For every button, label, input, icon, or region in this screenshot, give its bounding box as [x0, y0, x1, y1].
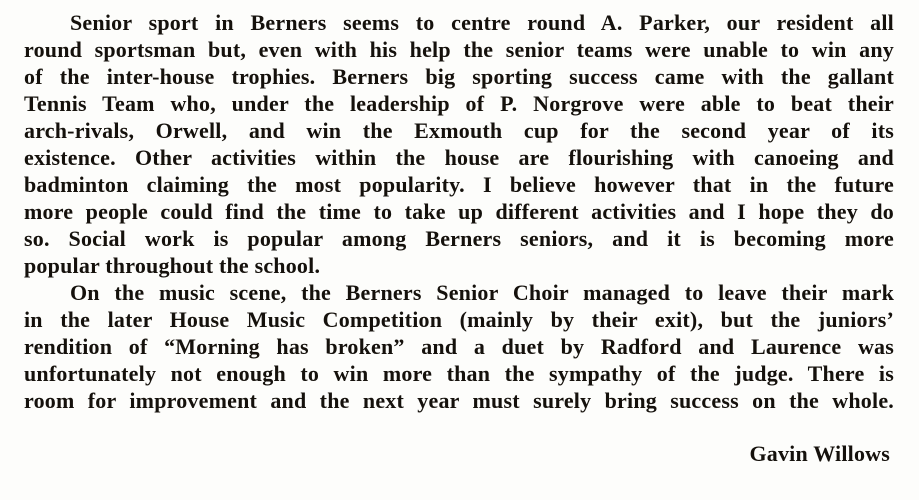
- author-signature: Gavin Willows: [749, 441, 890, 466]
- text-line: round sportsman but, even with his help the senior teams were unable to win any: [24, 37, 894, 62]
- text-line: unfortunately not enough to win more than the sympathy of the judge. There is: [24, 361, 894, 386]
- text-line: arch-rivals, Orwell, and win the Exmouth cup for the second year of its: [24, 118, 894, 143]
- text-line: Tennis Team who, under the leadership of P. Norgrove were able to beat their: [24, 91, 894, 116]
- text-line: Senior sport in Berners seems to centre round A. Parker, our resident all: [70, 10, 894, 35]
- text-line: existence. Other activities within the house are flourishing with canoeing and: [24, 145, 894, 170]
- text-line: popular throughout the school.: [24, 253, 321, 278]
- text-line: room for improvement and the next year must surely bring success on the whole.: [24, 388, 894, 413]
- text-line: rendition of “Morning has broken” and a duet by Radford and Laurence was: [24, 334, 894, 359]
- text-line: so. Social work is popular among Berners seniors, and it is becoming more: [24, 226, 894, 251]
- text-line: On the music scene, the Berners Senior Choir managed to leave their mark: [70, 280, 894, 305]
- text-line: of the inter-house trophies. Berners big sporting success came with the gallant: [24, 64, 894, 89]
- text-line: badminton claiming the most popularity. I believe however that in the future: [24, 172, 894, 197]
- text-line: in the later House Music Competition (mainly by their exit), but the juniors’: [24, 307, 894, 332]
- text-line: more people could find the time to take up different activities and I hope they do: [24, 199, 894, 224]
